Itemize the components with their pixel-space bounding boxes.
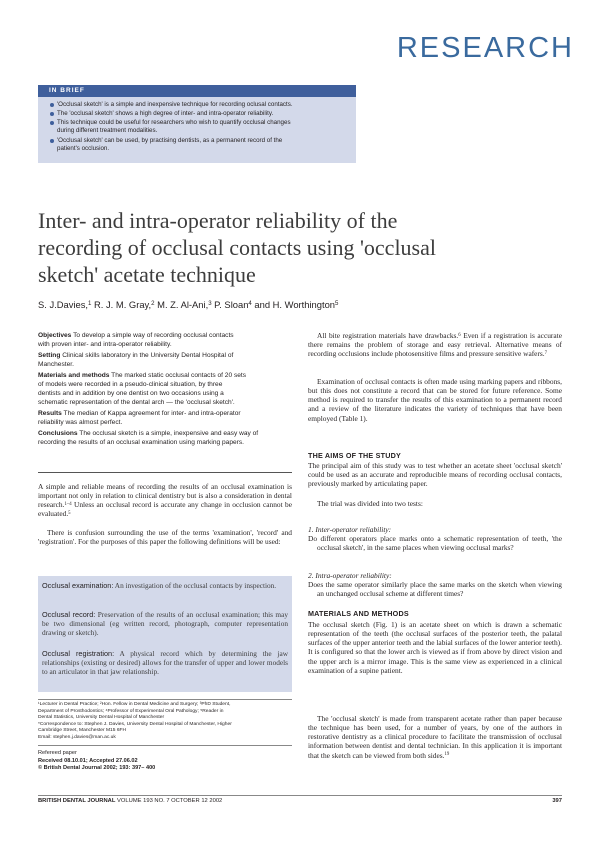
footnote-line: Department of Prosthodontics; ⁴Professor of Experimental Oral Pathology; ⁵Reader in — [38, 708, 224, 714]
abstract-line: of models were recorded in a pseudo-clinical situation, by three — [38, 381, 223, 388]
journal-footer — [38, 798, 222, 804]
received-dates: Received 08.10.01; Accepted 27.06.02 — [38, 758, 138, 764]
definitions-intro-paragraph: There is confusion surrounding the use of the terms 'examination', 'record' and 'registration'. For the purposes of this paper the following definitions will be used: — [38, 528, 292, 547]
author-name: and H. Worthington — [251, 299, 336, 310]
in-brief-item: 'Occlusal sketch' is a simple and inexpensive technique for recording oclusal contacts. — [50, 101, 350, 109]
definition-term: Occlusal examination: — [42, 581, 114, 590]
section-heading-methods: MATERIALS AND METHODS — [308, 609, 409, 618]
section-heading-aims: THE AIMS OF THE STUDY — [308, 451, 401, 460]
right-paragraph: Examination of occlusal contacts is often made using marking papers and ribbons, but this does not constitute a record that can be stored for future reference. Some method is required to transfer the results of this examination to a permanent record and a review of the literature indicates the variety of techniques that have been employed (Table 1). — [308, 377, 562, 423]
footnote-divider — [38, 699, 292, 700]
title-line: recording of occlusal contacts using 'occlusal — [38, 235, 436, 260]
journal-issue: VOLUME 193 NO. 7 OCTOBER 12 2002 — [117, 798, 223, 804]
bullet-icon — [50, 121, 54, 125]
abstract-line: with proven inter- and intra-operator reliability. — [38, 341, 172, 348]
abstract-divider — [38, 472, 292, 473]
aims-paragraph: The principal aim of this study was to test whether an acetate sheet 'occlusal sketch' could be used as an accurate and reproducible means of recording occlusal contacts, previously marked by articulating paper. — [308, 461, 562, 489]
definition-term: Occlusal registration: — [42, 649, 115, 658]
test-item — [308, 571, 562, 598]
article-title — [38, 207, 488, 288]
refereed-divider — [38, 745, 292, 746]
author-affiliation: 3 — [208, 300, 212, 308]
footnote-line: *Correspondence to: Stephen J. Davies, University Dental Hospital of Manchester, Higher — [38, 721, 232, 727]
definitions-box — [38, 576, 292, 692]
author-name: R. J. M. Gray, — [91, 299, 152, 310]
abstract-line: reliability was almost perfect. — [38, 419, 123, 426]
abstract-line: Manchester. — [38, 361, 74, 368]
section-heading: RESEARCH — [396, 32, 574, 64]
footnote-line: Email: stephen.j.davies@man.ac.uk — [38, 734, 116, 740]
in-brief-item-continued: patient's occlusion. — [57, 145, 110, 152]
refereed-label: Refereed paper — [38, 750, 77, 756]
in-brief-label: IN BRIEF — [38, 85, 356, 97]
page-number: 397 — [552, 798, 562, 804]
test-item — [308, 525, 562, 552]
methods-paragraph: The 'occlusal sketch' is made from transparent acetate rather than paper because the technique has been used, for a number of years, by one of the authors in restorative dentistry as a clinical procedure to facilitate the transmission of occlusal information between dentist and dental technician. In this application it is important that the sketch can be viewed from both sides.$^{19}$ — [308, 714, 562, 760]
title-line: sketch' acetate technique — [38, 262, 256, 287]
author-name: M. Z. Al-Ani, — [154, 299, 209, 310]
test-question: Does the same operator similarly place the same marks on the sketch when viewing an unchanged occlusal scheme at different times? — [308, 580, 562, 599]
in-brief-item-continued: during different treatment modalities. — [57, 127, 158, 134]
abstract-line: recording the results of an occlusal examination using marking papers. — [38, 439, 244, 446]
copyright-line: © British Dental Journal 2002; 193: 397– 400 — [38, 765, 156, 771]
abstract-line: Objectives To develop a simple way of recording occlusal contacts — [38, 332, 234, 339]
author-name: S. J.Davies, — [38, 299, 89, 310]
intro-paragraph: A simple and reliable means of recording the results of an occlusal examination is important not only in relation to clinical dentistry but is also a consideration in dental research.$^{1-4}$ Unless an occlusal record is accurate any change in occlusion cannot be evaluated.$^5$ — [38, 482, 292, 519]
author-affiliation: 2 — [151, 300, 155, 308]
author-affiliation: 4 — [248, 300, 252, 308]
abstract-line: Setting Clinical skills laboratory in the University Dental Hospital of — [38, 352, 234, 359]
bullet-icon — [50, 112, 54, 116]
footnote-line: Cambridge Street, Manchester M15 6FH — [38, 728, 127, 733]
author-list — [38, 299, 538, 310]
abstract-line: dentists and in addition by one dentist on two occasions using a — [38, 390, 224, 397]
abstract-line: Conclusions The occlusal sketch is a simple, inexpensive and easy way of — [38, 430, 259, 437]
in-brief-item: The 'occlusal sketch' shows a high degree of inter- and intra-operator reliability. — [50, 110, 350, 118]
in-brief-box — [38, 85, 356, 163]
title-line: Inter- and intra-operator reliability of the — [38, 208, 398, 233]
in-brief-item: This technique could be useful for researchers who wish to quantify occlusal changes — [50, 119, 350, 127]
definition-item: Occlusal registration: A physical record which by determining the jaw relationships (existing or desired) allows for the transfer of upper and lower models to an articulator in that jaw relationship. — [42, 649, 288, 677]
right-paragraph: All bite registration materials have drawbacks.$^6$ Even if a registration is accurate there remains the problem of storage and easy retrieval. Alternative means of recording occlusions include photosensitive films and pressure sensitive wafers.$^7$ — [308, 331, 562, 359]
test-question: Do different operators place marks onto a schematic representation of teeth, 'the occlusal sketch', in the same places when viewing occlusal marks? — [308, 534, 562, 553]
abstract-line: Results The median of Kappa agreement for inter- and intra-operator — [38, 410, 241, 417]
bullet-icon — [50, 103, 54, 107]
definition-term: Occlusal record: — [42, 610, 96, 619]
author-name: P. Sloan — [211, 299, 249, 310]
journal-name: BRITISH DENTAL JOURNAL — [38, 798, 116, 804]
in-brief-item: 'Occlusal sketch' can be used, by practising dentists, as a permanent record of the — [50, 137, 350, 145]
methods-paragraph: The occlusal sketch (Fig. 1) is an acetate sheet on which is drawn a schematic representation of the teeth (the occlusal surfaces of the posterior teeth, the palatal surfaces of the upper anterior teeth and the labial surfaces of the lower anterior teeth). It is configured so that the lower arch is viewed as if from above by direct vision and the upper arch is a mirror image. This is the same view as experienced in a clinical examination of a supine patient. — [308, 620, 562, 675]
footnote-line: ¹Lecturer in Dental Practice; ²Hon. Fellow in Dental Medicine and Surgery; ³PhD Student, — [38, 702, 231, 707]
author-affiliation: 1 — [88, 300, 92, 308]
bullet-icon — [50, 139, 54, 143]
definition-item: Occlusal record: Preservation of the results of an occlusal examination; this may be two dimensional (eg written record, photograph, computer representation drawing or sketch). — [42, 610, 288, 638]
test-heading: 2. Intra-operator reliability: — [308, 571, 392, 580]
definition-item: Occlusal examination: An investigation of the occlusal contacts by inspection. — [42, 581, 277, 590]
aims-paragraph: The trial was divided into two tests: — [317, 499, 423, 508]
abstract-line: Materials and methods The marked static occlusal contacts of 20 sets — [38, 372, 247, 379]
author-affiliation: 5 — [335, 300, 339, 308]
footnote-line: Dental Statistics, University Dental Hospital of Manchester — [38, 715, 165, 720]
footer-divider — [38, 795, 562, 796]
test-heading: 1. Inter-operator reliability: — [308, 525, 392, 534]
abstract-line: schematic representation of the dental arch — the 'occlusal sketch'. — [38, 399, 235, 406]
